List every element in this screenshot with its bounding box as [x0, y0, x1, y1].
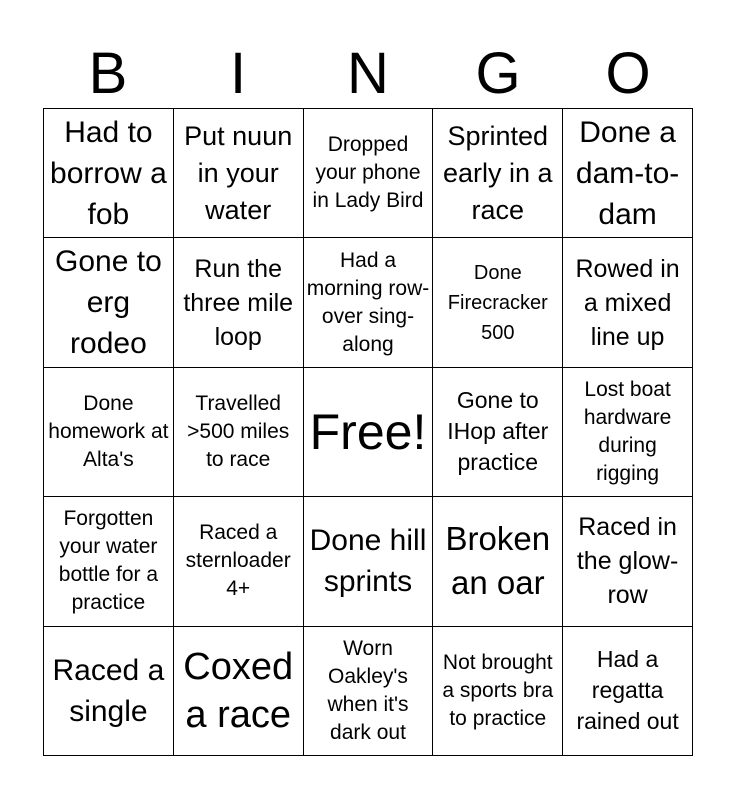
bingo-cell[interactable]: [304, 497, 434, 626]
free-space-text: Free!: [309, 403, 427, 460]
bingo-cell[interactable]: [563, 238, 693, 367]
free-space-cell[interactable]: [304, 368, 434, 497]
bingo-cell[interactable]: [563, 109, 693, 238]
bingo-cell-text: Done homework at Alta's: [48, 391, 169, 471]
bingo-cell-text: Done hill sprints: [309, 524, 427, 599]
bingo-cell-text: Done Firecracker 500: [447, 261, 548, 344]
bingo-cell[interactable]: [174, 238, 304, 367]
bingo-cell[interactable]: [174, 627, 304, 756]
bingo-grid: [43, 108, 693, 756]
bingo-cell-text: Worn Oakley's when it's dark out: [327, 636, 409, 744]
bingo-cell[interactable]: [174, 368, 304, 497]
bingo-cell-text: Rowed in a mixed line up: [575, 254, 680, 351]
bingo-header: [43, 40, 693, 108]
bingo-cell-text: Travelled >500 miles to race: [187, 391, 290, 471]
bingo-cell[interactable]: [433, 627, 563, 756]
bingo-cell[interactable]: [304, 627, 434, 756]
bingo-cell-text: Not brought a sports bra to practice: [442, 650, 554, 730]
bingo-cell-text: Had to borrow a fob: [50, 115, 167, 231]
bingo-cell-text: Sprinted early in a race: [443, 120, 553, 225]
bingo-cell-text: Run the three mile loop: [183, 254, 294, 351]
bingo-cell-text: Gone to erg rodeo: [55, 245, 162, 361]
bingo-cell-text: Coxed a race: [183, 645, 294, 736]
bingo-cell-text: Raced a single: [52, 653, 165, 728]
header-letter-b: B: [88, 41, 128, 106]
bingo-cell[interactable]: [563, 368, 693, 497]
bingo-cell[interactable]: [304, 109, 434, 238]
bingo-cell-text: Had a regatta rained out: [576, 646, 679, 735]
bingo-cell[interactable]: [433, 109, 563, 238]
bingo-cell[interactable]: [433, 497, 563, 626]
header-letter-o: O: [605, 41, 651, 106]
bingo-cell-text: Raced in the glow-row: [576, 513, 679, 610]
bingo-cell-text: Done a dam-to-dam: [575, 115, 680, 231]
bingo-cell-text: Raced a sternloader 4+: [185, 521, 291, 601]
bingo-cell-text: Put nuun in your water: [184, 120, 293, 225]
bingo-cell-text: Forgotten your water bottle for a practice: [58, 507, 159, 615]
bingo-cell-text: Lost boat hardware during rigging: [583, 377, 672, 485]
bingo-cell[interactable]: [174, 497, 304, 626]
header-letter-g: G: [475, 41, 521, 106]
bingo-cell[interactable]: [433, 368, 563, 497]
bingo-cell[interactable]: [433, 238, 563, 367]
header-letter-i: I: [229, 41, 247, 106]
bingo-cell[interactable]: [44, 368, 174, 497]
bingo-cell-text: Broken an oar: [445, 520, 551, 602]
bingo-cell-text: Dropped your phone in Lady Bird: [312, 133, 424, 213]
bingo-cell[interactable]: [44, 627, 174, 756]
bingo-cell[interactable]: [44, 497, 174, 626]
bingo-cell-text: Gone to IHop after practice: [447, 387, 549, 476]
bingo-cell[interactable]: [174, 109, 304, 238]
bingo-cell[interactable]: [563, 497, 693, 626]
bingo-cell[interactable]: [44, 238, 174, 367]
header-letter-n: N: [347, 41, 389, 106]
bingo-cell-text: Had a morning row-over sing-along: [306, 248, 430, 356]
bingo-cell[interactable]: [563, 627, 693, 756]
bingo-cell[interactable]: [44, 109, 174, 238]
bingo-cell[interactable]: [304, 238, 434, 367]
